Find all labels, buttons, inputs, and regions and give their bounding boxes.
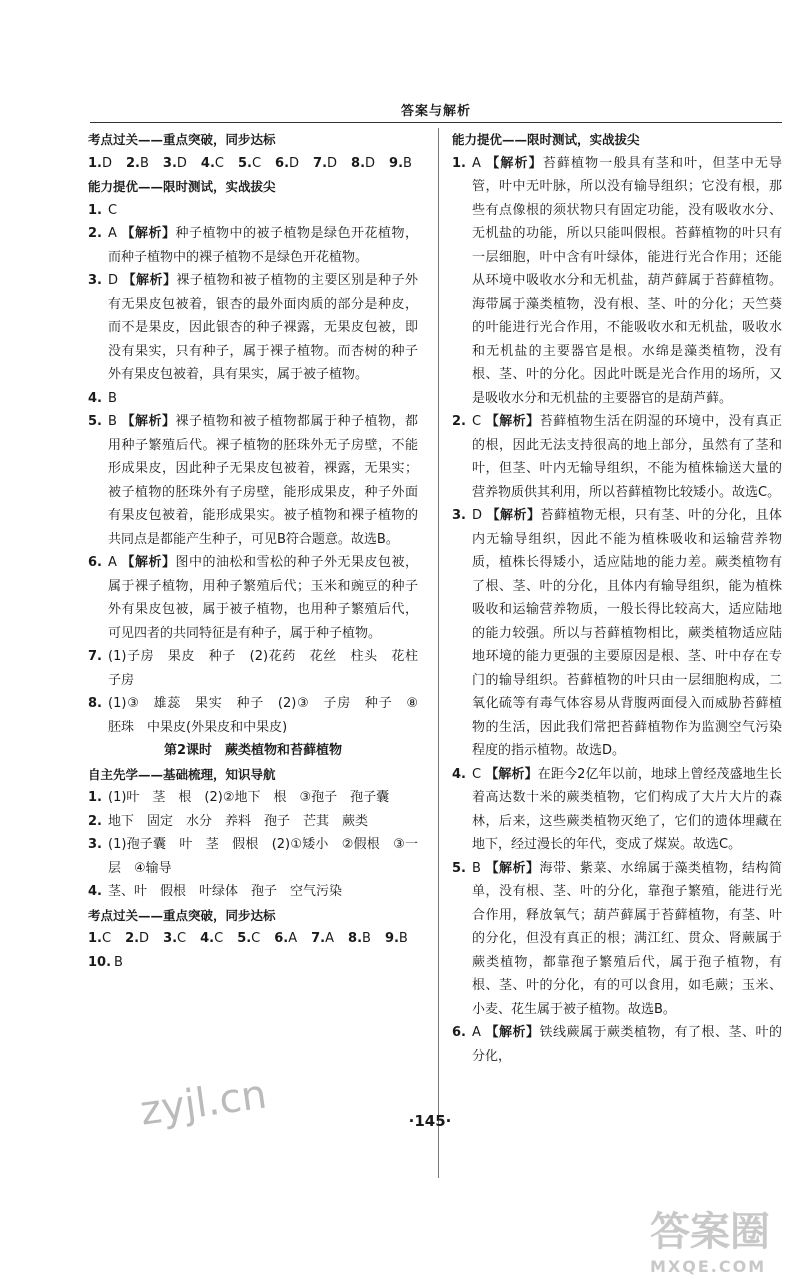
mc-item: 8.D (351, 155, 376, 171)
answer-item: 2. A 【解析】种子植物中的被子植物是绿色开花植物，而种子植物中的裸子植物不是绿色开花植物。 (88, 226, 418, 265)
answer-item: 1. A 【解析】苔藓植物一般具有茎和叶，但茎中无导管，叶中无叶脉，所以没有输导组织；它没有根，那些有点像根的须状物只有固定功能，没有吸收水分、无机盐的功能，所以只能叫假根。苔藓植物的叶只有一层细胞，叶中含有叶绿体，能进行光合作用；还能从环境中吸收水分和无机盐，葫芦藓属于苔藓植物。海带属于藻类植物，没有根、茎、叶的分化；天竺葵的叶能进行光合作用，不能吸收水和无机盐，吸收水和无机盐的主要器官是根。水绵是藻类植物，没有根、茎、叶的分化。因此叶既是光合作用的场所，又是吸收水分和无机盐的主要器官的是葫芦藓。 (452, 155, 782, 406)
section-heading: 自主先学——基础梳理，知识导航 (88, 766, 276, 782)
mc-item: 5.C (237, 931, 261, 946)
column-divider (438, 128, 439, 1178)
answer-item: 4. 茎、叶 假根 叶绿体 孢子 空气污染 (88, 884, 343, 899)
answer-item: 4. B (88, 390, 117, 406)
mc-item: 2.B (126, 155, 149, 171)
left-column (88, 128, 432, 974)
page-number: ·145· (408, 1112, 452, 1130)
watermark-url: MXQE.COM (650, 1257, 767, 1276)
answer-item: 1. (1)叶 茎 根 (2)②地下 根 ③孢子 孢子囊 (88, 790, 390, 805)
answer-item: 5. B 【解析】海带、紫菜、水绵属于藻类植物，结构简单，没有根、茎、叶的分化，靠孢子繁殖，能进行光合作用，释放氧气；葫芦藓属于苔藓植物，有茎、叶的分化，但没有真正的根；满江红、贯众、肾蕨属于蕨类植物，都靠孢子繁殖后代，属于孢子植物，有根、茎、叶的分化，有的可以食用，如毛蕨；玉米、小麦、花生属于被子植物。故选B。 (452, 860, 782, 1017)
answer-item: 6. A 【解析】铁线蕨属于蕨类植物，有了根、茎、叶的分化， (452, 1025, 782, 1064)
mc-answers-2 (88, 927, 418, 951)
answer-item: 3. (1)孢子囊 叶 茎 假根 (2)①矮小 ②假根 ③一层 ④输导 (88, 837, 418, 876)
mc-item: 8.B (348, 931, 371, 946)
section-heading: 考点过关——重点突破，同步达标 (88, 132, 276, 147)
mc-item: 3.C (163, 931, 187, 946)
mc-item: 9.B (389, 155, 412, 171)
answer-item: 2. 地下 固定 水分 养料 孢子 芒萁 蕨类 (88, 813, 369, 829)
watermark-mxqe (650, 1200, 800, 1276)
mc-item: 1.C (88, 931, 112, 946)
right-column (452, 128, 782, 1068)
section-heading: 能力提优——限时测试，实战拔尖 (88, 179, 276, 194)
section-heading: 能力提优——限时测试，实战拔尖 (452, 132, 640, 147)
answer-item: 7. (1)子房 果皮 种子 (2)花药 花丝 柱头 花柱 子房 (88, 649, 432, 688)
mc-item: 9.B (384, 931, 408, 946)
answer-item: 8. (1)③ 雄蕊 果实 种子 (2)③ 子房 种子 ⑧ 胚珠 中果皮(外果皮和中果皮) (88, 696, 432, 735)
watermark-zyjl: zyjl.cn (137, 1071, 270, 1135)
page-header: 答案与解析 (400, 104, 471, 119)
mc-item: 2.D (125, 931, 150, 946)
mc-item: 7.A (311, 931, 335, 946)
answer-item: 5. B 【解析】裸子植物和被子植物都属于种子植物，都用种子繁殖后代。裸子植物的胚珠外无子房壁，不能形成果皮，因此种子无果皮包被着，裸露，无果实；被子植物的胚珠外有子房壁，能形成果皮，种子外面有果皮包被着，能形成果实。被子植物和裸子植物的共同点是都能产生种子，可见B符合题意。故选B。 (88, 414, 418, 547)
mc-item: 6.A (274, 931, 298, 946)
answer-item: 4. C 【解析】在距今2亿年以前，地球上曾经茂盛地生长着高达数十米的蕨类植物，它们构成了大片大片的森林，后来，这些蕨类植物灭绝了，它们的遗体埋藏在地下，经过漫长的年代，变成了煤炭。故选C。 (452, 766, 782, 852)
answer-item: 2. C 【解析】苔藓植物生活在阴湿的环境中，没有真正的根，因此无法支持很高的地上部分，虽然有了茎和叶，但茎、叶内无输导组织，不能为植株输送大量的营养物质供其利用，所以苔藓植物比较矮小。故选C。 (452, 414, 782, 500)
mc-item: 4.C (200, 931, 224, 946)
header-rule (90, 122, 782, 123)
answer-item: 3. D 【解析】裸子植物和被子植物的主要区别是种子外有无果皮包被着，银杏的最外面肉质的部分是种皮，而不是果皮，因此银杏的种子裸露，无果皮包被，即没有果实，只有种子，属于裸子植物。而杏树的种子外有果皮包被着，具有果实，属于被子植物。 (88, 273, 418, 382)
answer-item: 6. A 【解析】图中的油松和雪松的种子外无果皮包被，属于裸子植物，用种子繁殖后代；玉米和豌豆的种子外有果皮包被，属于被子植物，也用种子繁殖后代，可见四者的共同特征是有种子，属于种子植物。 (88, 555, 418, 641)
mc-item: 5.C (237, 155, 262, 171)
mc-answers-1 (88, 152, 418, 176)
answer-item: 10. B (88, 954, 123, 970)
answer-item: 1. C (88, 202, 118, 218)
mc-item: 3.D (162, 155, 187, 171)
mc-item: 6.D (275, 155, 300, 171)
watermark-title: 答案圈 (650, 1209, 770, 1255)
mc-item: 7.D (313, 155, 338, 171)
answer-item: 3. D 【解析】苔藓植物无根，只有茎、叶的分化，且体内无输导组织，因此不能为植株吸收和运输营养物质，植株长得矮小，适应陆地的能力差。蕨类植物有了根、茎、叶的分化，且体内有输导组织，能为植株吸收和运输营养物质，一般长得比较高大，适应陆地的能力较强。所以与苔藓植物相比，蕨类植物适应陆地环境的能力更强的主要原因是根、茎、叶中存在专门的输导组织。苔藓植物的叶只由一层细胞构成，二氧化硫等有毒气体容易从背腹两面侵入而威胁苔藓植物的生活，因此我们常把苔藓植物作为监测空气污染程度的指示植物。故选D。 (452, 508, 782, 758)
lesson-title: 第2课时 蕨类植物和苔藓植物 (163, 743, 343, 758)
section-heading: 考点过关——重点突破，同步达标 (88, 907, 276, 923)
mc-item: 1.D (88, 155, 112, 171)
mc-item: 4.C (200, 155, 224, 171)
